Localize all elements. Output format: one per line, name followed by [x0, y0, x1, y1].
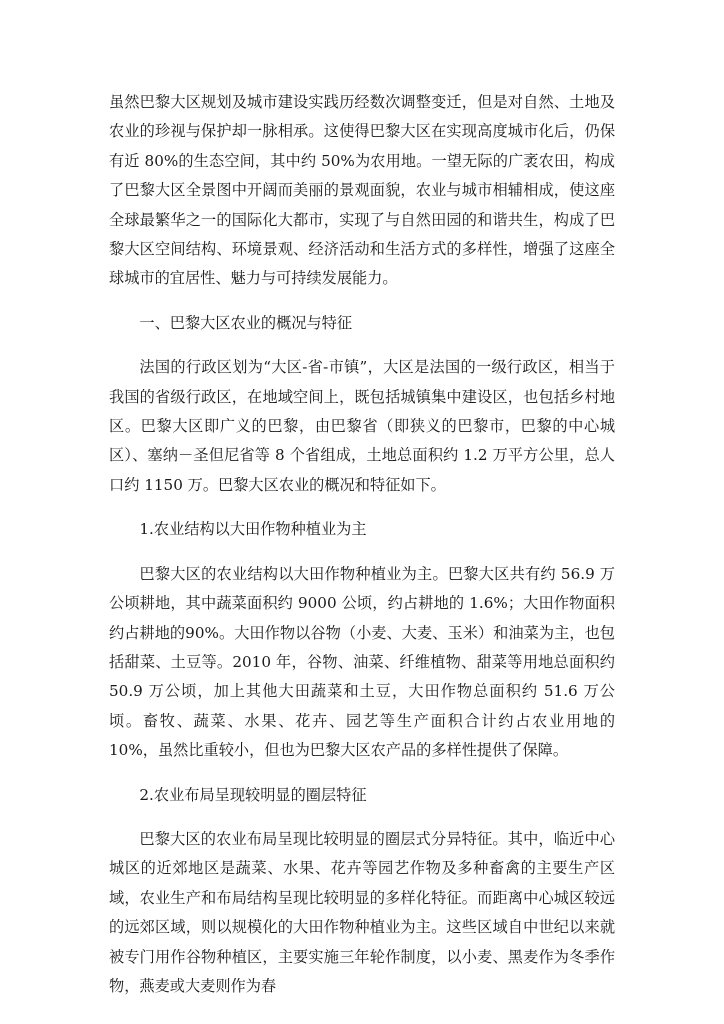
- intro-paragraph: 虽然巴黎大区规划及城市建设实践历经数次调整变迁，但是对自然、土地及农业的珍视与保护却一脉相承。这使得巴黎大区在实现高度城市化后，仍保有近 80%的生态空间，其中约 50%为农用地。一望无际的广袤农田，构成了巴黎大区全景图中开阔而美丽的景观面貌，农业与城市相辅相成，使这座全球最繁华之一的国际化大都市，实现了与自然田园的和谐共生，构成了巴黎大区空间结构、环境景观、经济活动和生活方式的多样性，增强了这座全球城市的宜居性、魅力与可持续发展能力。: [109, 93, 615, 288]
- document-body: [109, 88, 615, 1016]
- subheading-agricultural-layout: 2.农业布局呈现较明显的圈层特征: [139, 785, 367, 804]
- paragraph-agricultural-structure: 巴黎大区的农业结构以大田作物种植业为主。巴黎大区共有约 56.9 万公顷耕地，其中蔬菜面积约 9000 公顷，约占耕地的 1.6%；大田作物面积约占耕地的90%。大田作物以谷物（小麦、大麦、玉米）和油菜为主，也包括甜菜、土豆等。2010 年，谷物、油菜、纤维植物、甜菜等用地总面积约 50.9 万公顷，加上其他大田蔬菜和土豆，大田作物总面积约 51.6 万公顷。畜牧、蔬菜、水果、花卉、园艺等生产面积合计约占农业用地的 10%，虽然比重较小，但也为巴黎大区农产品的多样性提供了保障。: [109, 564, 615, 760]
- subheading-agricultural-structure: 1.农业结构以大田作物种植业为主: [139, 520, 367, 539]
- paragraph-agricultural-layout: 巴黎大区的农业布局呈现比较明显的圈层式分异特征。其中，临近中心城区的近郊地区是蔬菜、水果、花卉等园艺作物及多种畜禽的主要生产区域，农业生产和布局结构呈现比较明显的多样化特征。而距离中心城区较远的远郊区域，则以规模化的大田作物种植业为主。这些区域自中世纪以来就被专门用作谷物种植区，主要实施三年轮作制度，以小麦、黑麦作为冬季作物，燕麦或大麦则作为春: [109, 829, 615, 995]
- paragraph-administrative-division: 法国的行政区划为“大区-省-市镇”，大区是法国的一级行政区，相当于我国的省级行政区，在地域空间上，既包括城镇集中建设区，也包括乡村地区。巴黎大区即广义的巴黎，由巴黎省（即狭义的巴黎市，巴黎的中心城区）、塞纳－圣但尼省等 8 个省组成，土地总面积约 1.2 万平方公里，总人口约 1150 万。巴黎大区农业的概况和特征如下。: [109, 358, 615, 494]
- section-heading-overview: 一、巴黎大区农业的概况与特征: [139, 313, 353, 332]
